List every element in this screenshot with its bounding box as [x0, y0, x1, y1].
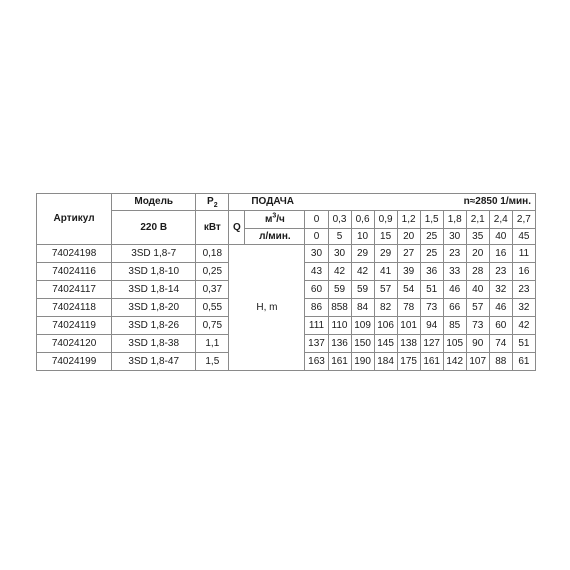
head-cell: 28	[466, 263, 489, 281]
header-blank	[229, 194, 245, 211]
flow-m3h-cell: 2,7	[512, 211, 535, 229]
head-cell: 46	[489, 299, 512, 317]
header-unit-m3h	[245, 211, 305, 229]
head-cell: 90	[466, 335, 489, 353]
head-cell: 61	[512, 353, 535, 371]
head-cell: 109	[351, 317, 374, 335]
head-cell: 57	[374, 281, 397, 299]
flow-lmin-cell: 40	[489, 229, 512, 245]
head-label: H, m	[229, 245, 305, 371]
head-cell: 36	[420, 263, 443, 281]
flow-m3h-cell: 2,1	[466, 211, 489, 229]
flow-m3h-cell: 2,4	[489, 211, 512, 229]
head-cell: 54	[397, 281, 420, 299]
head-cell: 23	[512, 281, 535, 299]
head-cell: 16	[512, 263, 535, 281]
article-cell: 74024117	[37, 281, 112, 299]
head-cell: 74	[489, 335, 512, 353]
head-cell: 42	[328, 263, 351, 281]
flow-m3h-cell: 1,8	[443, 211, 466, 229]
head-cell: 175	[397, 353, 420, 371]
head-cell: 60	[305, 281, 328, 299]
head-cell: 20	[466, 245, 489, 263]
head-cell: 57	[466, 299, 489, 317]
head-cell: 86	[305, 299, 328, 317]
head-cell: 94	[420, 317, 443, 335]
power-cell: 0,75	[196, 317, 229, 335]
article-cell: 74024119	[37, 317, 112, 335]
article-cell: 74024199	[37, 353, 112, 371]
head-cell: 73	[466, 317, 489, 335]
flow-lmin-cell: 45	[512, 229, 535, 245]
unit-m3-superscript: 3	[272, 212, 277, 220]
header-model: Модель	[112, 194, 196, 211]
power-cell: 0,55	[196, 299, 229, 317]
model-cell: 3SD 1,8-20	[112, 299, 196, 317]
head-cell: 106	[374, 317, 397, 335]
head-cell: 27	[397, 245, 420, 263]
flow-lmin-cell: 15	[374, 229, 397, 245]
header-row-2	[37, 211, 536, 229]
head-cell: 59	[351, 281, 374, 299]
head-cell: 29	[351, 245, 374, 263]
head-cell: 51	[420, 281, 443, 299]
head-cell: 107	[466, 353, 489, 371]
power-cell: 1,5	[196, 353, 229, 371]
flow-lmin-cell: 30	[443, 229, 466, 245]
head-cell: 46	[443, 281, 466, 299]
power-symbol: P	[207, 196, 214, 207]
head-cell: 33	[443, 263, 466, 281]
pump-spec-table	[36, 193, 536, 371]
header-row-1	[37, 194, 536, 211]
head-cell: 190	[351, 353, 374, 371]
power-cell: 0,37	[196, 281, 229, 299]
flow-m3h-cell: 0,3	[328, 211, 351, 229]
flow-m3h-cell: 1,5	[420, 211, 443, 229]
model-cell: 3SD 1,8-14	[112, 281, 196, 299]
table-row	[37, 245, 536, 263]
head-cell: 101	[397, 317, 420, 335]
power-subscript: 2	[213, 202, 218, 209]
head-cell: 161	[420, 353, 443, 371]
header-flow-title: ПОДАЧА	[245, 194, 328, 211]
head-cell: 11	[512, 245, 535, 263]
power-cell: 0,18	[196, 245, 229, 263]
head-cell: 105	[443, 335, 466, 353]
head-cell: 137	[305, 335, 328, 353]
head-cell: 163	[305, 353, 328, 371]
head-cell: 82	[374, 299, 397, 317]
power-cell: 1,1	[196, 335, 229, 353]
head-cell: 66	[443, 299, 466, 317]
flow-m3h-cell: 0,6	[351, 211, 374, 229]
flow-lmin-cell: 5	[328, 229, 351, 245]
head-cell: 51	[512, 335, 535, 353]
head-cell: 40	[466, 281, 489, 299]
head-cell: 145	[374, 335, 397, 353]
head-cell: 30	[305, 245, 328, 263]
head-cell: 142	[443, 353, 466, 371]
model-cell: 3SD 1,8-38	[112, 335, 196, 353]
head-cell: 150	[351, 335, 374, 353]
header-unit-lmin: л/мин.	[245, 229, 305, 245]
head-cell: 39	[397, 263, 420, 281]
head-cell: 16	[489, 245, 512, 263]
head-cell: 23	[489, 263, 512, 281]
head-cell: 73	[420, 299, 443, 317]
head-cell: 23	[443, 245, 466, 263]
power-cell: 0,25	[196, 263, 229, 281]
head-cell: 161	[328, 353, 351, 371]
head-cell: 88	[489, 353, 512, 371]
unit-m3-base: м	[264, 213, 273, 225]
head-cell: 25	[420, 245, 443, 263]
header-power-unit: кВт	[196, 211, 229, 245]
head-cell: 60	[489, 317, 512, 335]
flow-lmin-cell: 20	[397, 229, 420, 245]
flow-lmin-cell: 25	[420, 229, 443, 245]
head-cell: 184	[374, 353, 397, 371]
head-cell: 32	[489, 281, 512, 299]
unit-m3-per-hour: /ч	[276, 213, 285, 225]
flow-lmin-cell: 0	[305, 229, 328, 245]
head-cell: 85	[443, 317, 466, 335]
head-cell: 127	[420, 335, 443, 353]
flow-m3h-cell: 0	[305, 211, 328, 229]
head-cell: 30	[328, 245, 351, 263]
head-cell: 84	[351, 299, 374, 317]
header-power-symbol	[196, 194, 229, 211]
head-cell: 29	[374, 245, 397, 263]
head-cell: 858	[328, 299, 351, 317]
head-cell: 59	[328, 281, 351, 299]
head-cell: 32	[512, 299, 535, 317]
head-cell: 138	[397, 335, 420, 353]
head-cell: 78	[397, 299, 420, 317]
article-cell: 74024198	[37, 245, 112, 263]
head-cell: 41	[374, 263, 397, 281]
header-article: Артикул	[37, 194, 112, 245]
header-voltage: 220 В	[112, 211, 196, 245]
flow-lmin-cell: 10	[351, 229, 374, 245]
model-cell: 3SD 1,8-7	[112, 245, 196, 263]
head-cell: 136	[328, 335, 351, 353]
header-speed: n≈2850 1/мин.	[328, 194, 535, 211]
head-cell: 111	[305, 317, 328, 335]
article-cell: 74024118	[37, 299, 112, 317]
article-cell: 74024116	[37, 263, 112, 281]
head-cell: 110	[328, 317, 351, 335]
head-cell: 42	[351, 263, 374, 281]
model-cell: 3SD 1,8-26	[112, 317, 196, 335]
head-cell: 42	[512, 317, 535, 335]
model-cell: 3SD 1,8-10	[112, 263, 196, 281]
flow-m3h-cell: 0,9	[374, 211, 397, 229]
header-q: Q	[229, 211, 245, 245]
article-cell: 74024120	[37, 335, 112, 353]
flow-lmin-cell: 35	[466, 229, 489, 245]
model-cell: 3SD 1,8-47	[112, 353, 196, 371]
flow-m3h-cell: 1,2	[397, 211, 420, 229]
head-cell: 43	[305, 263, 328, 281]
